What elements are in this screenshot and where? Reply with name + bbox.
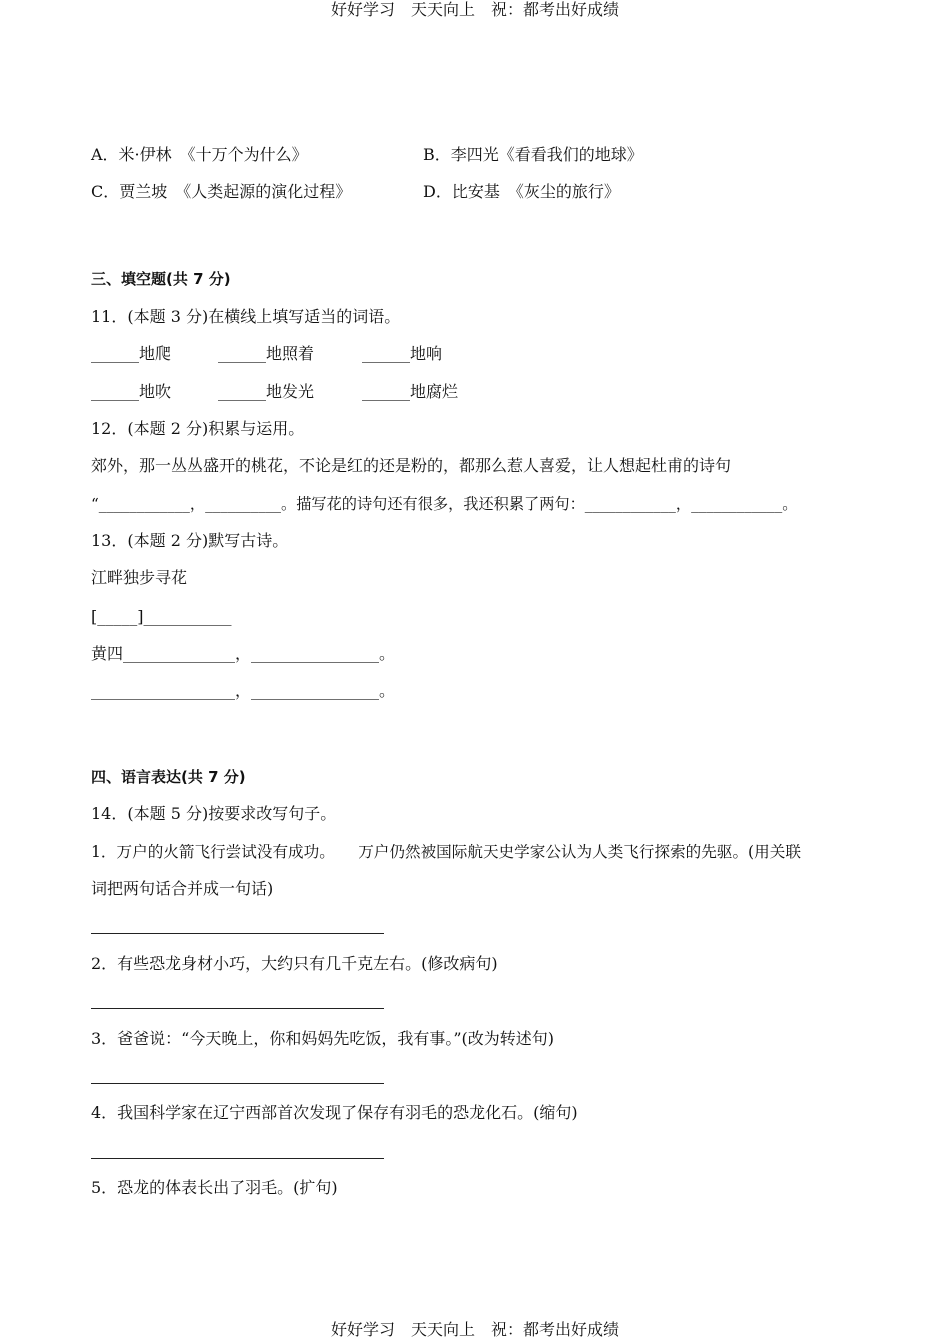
page-header: 好好学习 天天向上 祝：都考出好成绩	[330, 0, 619, 19]
answer-line-1	[91, 933, 384, 934]
q11-blank-1: ______地爬	[91, 344, 172, 363]
q11-blank-4: ______地吹	[91, 382, 172, 401]
q14-item-2: 2．有些恐龙身材小巧，大约只有几千克左右。(修改病句)	[91, 954, 498, 973]
section-4-heading: 四、语言表达(共 7 分)	[91, 768, 246, 786]
q11-blank-5: ______地发光	[218, 382, 315, 401]
q11-blank-6: ______地腐烂	[362, 382, 459, 401]
q11-blank-3: ______地响	[362, 344, 443, 363]
q14-item-1-line-2: 词把两句话合并成一句话)	[91, 879, 274, 898]
poem-line-3: __________________，________________。	[91, 681, 396, 700]
q14-item-1-line-1: 1．万户的火箭飞行尝试没有成功。 万户仍然被国际航天史学家公认为人类飞行探索的先驱。(用关联	[91, 843, 801, 861]
poem-title: 江畔独步寻花	[91, 568, 188, 587]
answer-line-2	[91, 1008, 384, 1009]
answer-line-3	[91, 1083, 384, 1084]
option-c: C．贾兰坡 《人类起源的演化过程》	[91, 182, 352, 201]
option-b: B．李四光《看看我们的地球》	[423, 145, 643, 164]
poem-line-1: [_____]___________	[91, 607, 232, 626]
q14-item-4: 4．我国科学家在辽宁西部首次发现了保存有羽毛的恐龙化石。(缩句)	[91, 1103, 578, 1122]
question-13-prompt: 13．(本题 2 分)默写古诗。	[91, 531, 289, 550]
page-footer: 好好学习 天天向上 祝：都考出好成绩	[330, 1320, 619, 1339]
section-3-heading: 三、填空题(共 7 分)	[91, 270, 231, 288]
q11-blank-2: ______地照着	[218, 344, 315, 363]
q14-item-5: 5．恐龙的体表长出了羽毛。(扩句)	[91, 1178, 338, 1197]
question-14-prompt: 14．(本题 5 分)按要求改写句子。	[91, 804, 337, 823]
question-11-prompt: 11．(本题 3 分)在横线上填写适当的词语。	[91, 307, 401, 326]
answer-line-4	[91, 1158, 384, 1159]
question-12-prompt: 12．(本题 2 分)积累与运用。	[91, 419, 305, 438]
question-12-line-2: “____________，__________。描写花的诗句还有很多，我还积累了两句：____________，____________。	[91, 495, 798, 513]
option-d: D．比安基 《灰尘的旅行》	[423, 182, 620, 201]
poem-line-2: 黄四______________，________________。	[91, 644, 396, 663]
question-12-line-1: 郊外，那一丛丛盛开的桃花，不论是红的还是粉的，都那么惹人喜爱，让人想起杜甫的诗句	[91, 456, 732, 475]
option-a: A．米·伊林 《十万个为什么》	[91, 145, 308, 164]
q14-item-3: 3．爸爸说：“今天晚上，你和妈妈先吃饭，我有事。”(改为转述句)	[91, 1029, 555, 1048]
